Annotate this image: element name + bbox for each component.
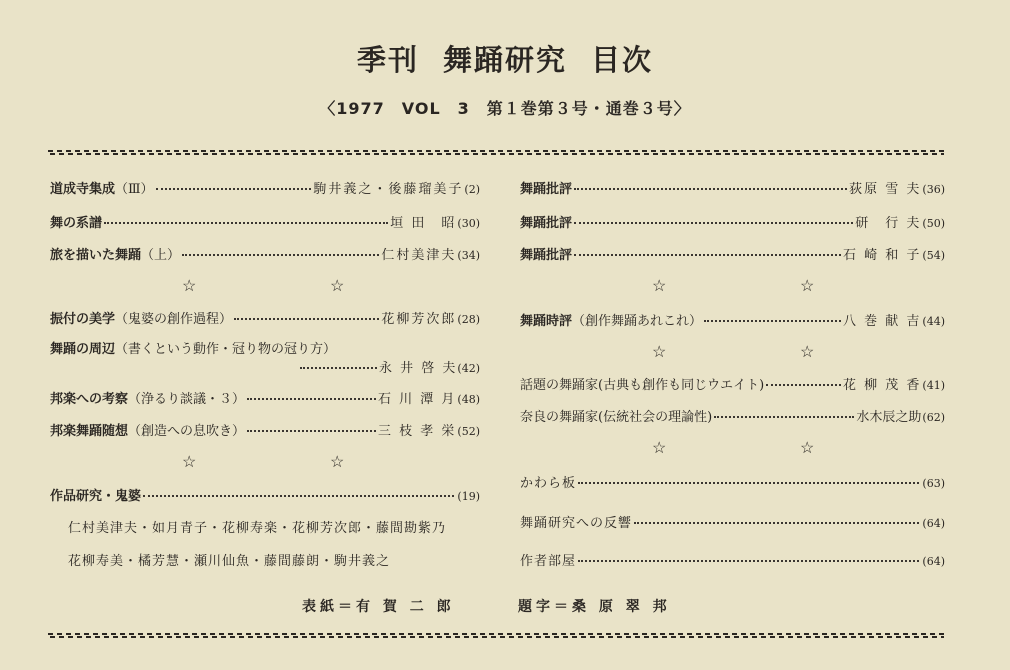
entry-author: 石 川 潭 月	[378, 392, 457, 407]
entry-title: 作者部屋	[520, 554, 577, 569]
cast-list-line-2: 花柳寿美・橘芳慧・瀬川仙魚・藤間藤朗・駒井義之	[68, 554, 391, 569]
entry-subtitle: （鬼婆の創作過程）	[115, 312, 233, 327]
journal-name: 舞踊研究	[442, 43, 567, 77]
cover-credit: 表紙＝有 賀 二 郎	[302, 599, 455, 615]
star-icon: ☆	[182, 276, 197, 295]
entry-page: (36)	[922, 183, 945, 196]
journal-label: 季刊	[356, 43, 419, 77]
entry-author: 仁村美津夫	[381, 248, 457, 263]
star-icon: ☆	[652, 342, 667, 361]
toc-entry-hogaku-kosatsu[interactable]	[50, 388, 480, 407]
dot-leader	[247, 398, 376, 400]
entry-title: 振付の美学	[50, 312, 116, 327]
entry-title: 奈良の舞踊家	[520, 410, 599, 425]
entry-title: 舞踊研究への反響	[520, 516, 633, 531]
entry-page: (50)	[922, 217, 945, 230]
toc-entry-wadai[interactable]	[520, 374, 945, 393]
entry-title: 道成寺集成	[50, 182, 116, 197]
entry-page: (41)	[922, 379, 945, 392]
entry-title: 舞踊批評	[520, 182, 573, 197]
entry-title: 舞踊批評	[520, 216, 573, 231]
toc-entry-hihyo-1[interactable]	[520, 178, 945, 197]
entry-page: (54)	[922, 249, 945, 262]
star-icon: ☆	[652, 438, 667, 457]
entry-subtitle: （創造への息吹き）	[128, 424, 246, 439]
entry-subtitle: （書くという動作・冠り物の冠り方）	[115, 342, 337, 357]
entry-author: 垣 田 昭	[390, 216, 457, 231]
entry-author: 花柳芳次郎	[381, 312, 457, 327]
entry-subtitle: （上）	[141, 248, 181, 263]
dot-leader	[574, 188, 847, 190]
toc-entry-sakuhin-kenkyu[interactable]	[50, 485, 480, 504]
cast-list-line-1: 仁村美津夫・如月青子・花柳寿楽・花柳芳次郎・藤間勘紫乃	[68, 521, 447, 536]
entry-page: (2)	[464, 183, 480, 196]
star-icon: ☆	[800, 276, 815, 295]
entry-author: 永 井 啓 夫	[379, 361, 458, 376]
entry-page: (44)	[922, 315, 945, 328]
dot-leader	[143, 495, 454, 497]
toc-entry-kawaraban[interactable]	[520, 472, 945, 491]
top-divider	[48, 150, 944, 155]
page-title	[0, 38, 1010, 79]
dot-leader	[182, 254, 379, 256]
entry-title: かわら板	[520, 476, 577, 491]
entry-author: 三 枝 孝 栄	[378, 424, 457, 439]
entry-author: 八 巻 献 吉	[843, 314, 922, 329]
entry-page: (63)	[922, 477, 945, 490]
entry-subtitle: （Ⅲ）	[115, 182, 154, 197]
toc-entry-hogaku-zuiso[interactable]	[50, 420, 480, 439]
dot-leader	[766, 384, 841, 386]
entry-author: 花 柳 茂 香	[843, 378, 922, 393]
entry-title: 舞踊批評	[520, 248, 573, 263]
dot-leader	[578, 560, 919, 562]
star-icon: ☆	[330, 276, 345, 295]
entry-subtitle: (古典も創作も同じウエイト)	[598, 378, 765, 393]
entry-title: 邦楽舞踊随想	[50, 424, 129, 439]
calligraphy-credit: 題字＝桑 原 翠 邦	[518, 599, 671, 615]
toc-entry-mai-keifu[interactable]	[50, 212, 480, 231]
toc-entry-sakusha-beya[interactable]	[520, 550, 945, 569]
entry-subtitle: （創作舞踊あれこれ）	[572, 314, 703, 329]
entry-page: (28)	[457, 313, 480, 326]
entry-title: 邦楽への考察	[50, 392, 129, 407]
star-icon: ☆	[800, 342, 815, 361]
toc-entry-hankyo[interactable]	[520, 512, 945, 531]
dot-leader	[704, 320, 841, 322]
toc-entry-tabi[interactable]	[50, 244, 480, 263]
toc-entry-hihyo-3[interactable]	[520, 244, 945, 263]
dot-leader	[574, 222, 853, 224]
toc-label: 目次	[591, 43, 654, 77]
star-icon: ☆	[652, 276, 667, 295]
entry-author: 荻原 雪 夫	[849, 182, 922, 197]
entry-subtitle: （浄るり談議・３）	[128, 392, 246, 407]
dot-leader	[574, 254, 841, 256]
toc-entry-nara[interactable]	[520, 406, 945, 425]
entry-page: (19)	[457, 490, 480, 503]
entry-page: (30)	[457, 217, 480, 230]
entry-title: 作品研究・鬼婆	[50, 489, 142, 504]
star-icon: ☆	[800, 438, 815, 457]
dot-leader	[634, 522, 919, 524]
entry-subtitle: (伝統社会の理論性)	[598, 410, 713, 425]
toc-entry-hihyo-2[interactable]	[520, 212, 945, 231]
dot-leader	[234, 318, 379, 320]
dot-leader	[578, 482, 919, 484]
dot-leader	[104, 222, 388, 224]
toc-entry-shuhen-author-line	[300, 357, 480, 376]
dot-leader	[156, 188, 312, 190]
entry-author: 石 崎 和 子	[843, 248, 922, 263]
entry-title: 舞踊の周辺	[50, 342, 116, 357]
dot-leader	[300, 367, 377, 369]
entry-author: 水木辰之助	[856, 410, 922, 425]
entry-title: 舞の系譜	[50, 216, 103, 231]
entry-page: (42)	[457, 362, 480, 375]
entry-title: 話題の舞踊家	[520, 378, 599, 393]
entry-title: 旅を描いた舞踊	[50, 248, 142, 263]
star-icon: ☆	[182, 452, 197, 471]
entry-author: 駒井義之・後藤瑠美子	[313, 182, 464, 197]
toc-entry-furitsuke[interactable]	[50, 308, 480, 327]
dot-leader	[247, 430, 376, 432]
entry-page: (52)	[457, 425, 480, 438]
bottom-divider	[48, 633, 944, 638]
entry-page: (62)	[922, 411, 945, 424]
toc-entry-jihyo[interactable]	[520, 310, 945, 329]
entry-title: 舞踊時評	[520, 314, 573, 329]
toc-entry-dojoji[interactable]	[50, 178, 480, 197]
star-icon: ☆	[330, 452, 345, 471]
entry-page: (64)	[922, 555, 945, 568]
issue-info: 〈1977 VOL 3 第１巻第３号・通巻３号〉	[319, 99, 691, 118]
entry-page: (64)	[922, 517, 945, 530]
entry-page: (34)	[457, 249, 480, 262]
entry-page: (48)	[457, 393, 480, 406]
toc-entry-shuhen[interactable]	[50, 338, 480, 357]
entry-author: 研 行 夫	[855, 216, 922, 231]
dot-leader	[714, 416, 854, 418]
